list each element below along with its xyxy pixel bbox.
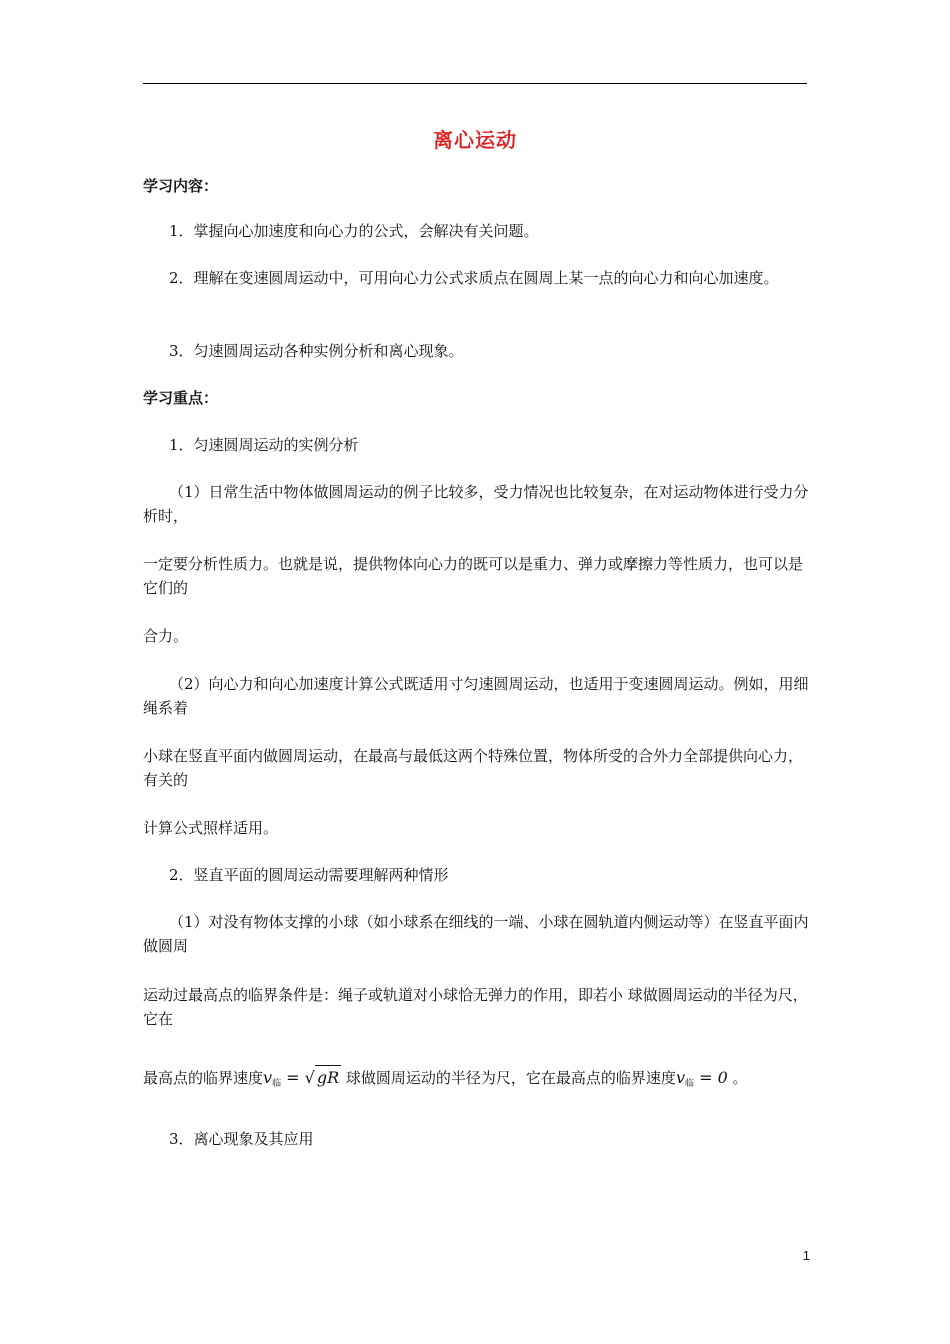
critical-velocity-symbol-2: $v_临$ — [675, 1068, 694, 1089]
focus-2-paragraph-1: （1）对没有物体支撑的小球（如小球系在细线的一端、小球在圆轨道内侧运动等）在竖直平面内做圆周 — [143, 913, 809, 955]
formula-text-middle: 球做圆周运动的半径为尺，它在最高点的临界速度 — [341, 1069, 676, 1087]
sqrt-expression: √ gR — [305, 1068, 342, 1087]
formula-text-before: 最高点的临界速度 — [143, 1069, 264, 1087]
focus-1-paragraph-6: 计算公式照样适用。 — [143, 819, 279, 837]
focus-1-title: 1．匀速圆周运动的实例分析 — [169, 436, 359, 454]
focus-2-title: 2．竖直平面的圆周运动需要理解两种情形 — [169, 866, 449, 884]
focus-1-paragraph-2: 一定要分析性质力。也就是说，提供物体向心力的既可以是重力、弹力或摩擦力等性质力，也可以是它们的 — [143, 555, 804, 597]
equals-zero: = 0 — [694, 1068, 728, 1087]
page-number: 1 — [802, 1248, 810, 1263]
focus-1-paragraph-3: 合力。 — [143, 627, 189, 645]
content-item-1: 1．掌握向心加速度和向心力的公式，会解决有关问题。 — [169, 222, 539, 240]
section-heading-content: 学习内容： — [143, 177, 219, 195]
focus-1-paragraph-5: 小球在竖直平面内做圆周运动，在最高与最低这两个特殊位置，物体所受的合外力全部提供向心力，有关的 — [143, 747, 804, 789]
focus-3-title: 3．离心现象及其应用 — [169, 1130, 314, 1148]
document-title: 离心运动 — [433, 128, 517, 152]
section-heading-focus: 学习重点： — [143, 389, 219, 407]
focus-2-paragraph-2: 运动过最高点的临界条件是：绳子或轨道对小球恰无弹力的作用，即若小 球做圆周运动的半径为尺，它在 — [143, 986, 808, 1028]
focus-1-paragraph-1: （1）日常生活中物体做圆周运动的例子比较多，受力情况也比较复杂，在对运动物体进行受力分析时， — [143, 483, 809, 525]
equals-sign-1: = — [281, 1068, 305, 1087]
focus-1-paragraph-4: （2）向心力和向心加速度计算公式既适用寸匀速圆周运动，也适用于变速圆周运动。例如，用细绳系着 — [143, 675, 809, 717]
content-item-2: 2．理解在变速圆周运动中，可用向心力公式求质点在圆周上某一点的向心力和向心加速度。 — [169, 269, 779, 287]
content-item-3: 3．匀速圆周运动各种实例分析和离心现象。 — [169, 342, 464, 360]
critical-velocity-symbol-1: $v_临$ — [263, 1068, 282, 1089]
formula-text-end: 。 — [727, 1069, 748, 1087]
header-rule — [143, 83, 807, 84]
critical-velocity-line — [143, 1065, 809, 1096]
